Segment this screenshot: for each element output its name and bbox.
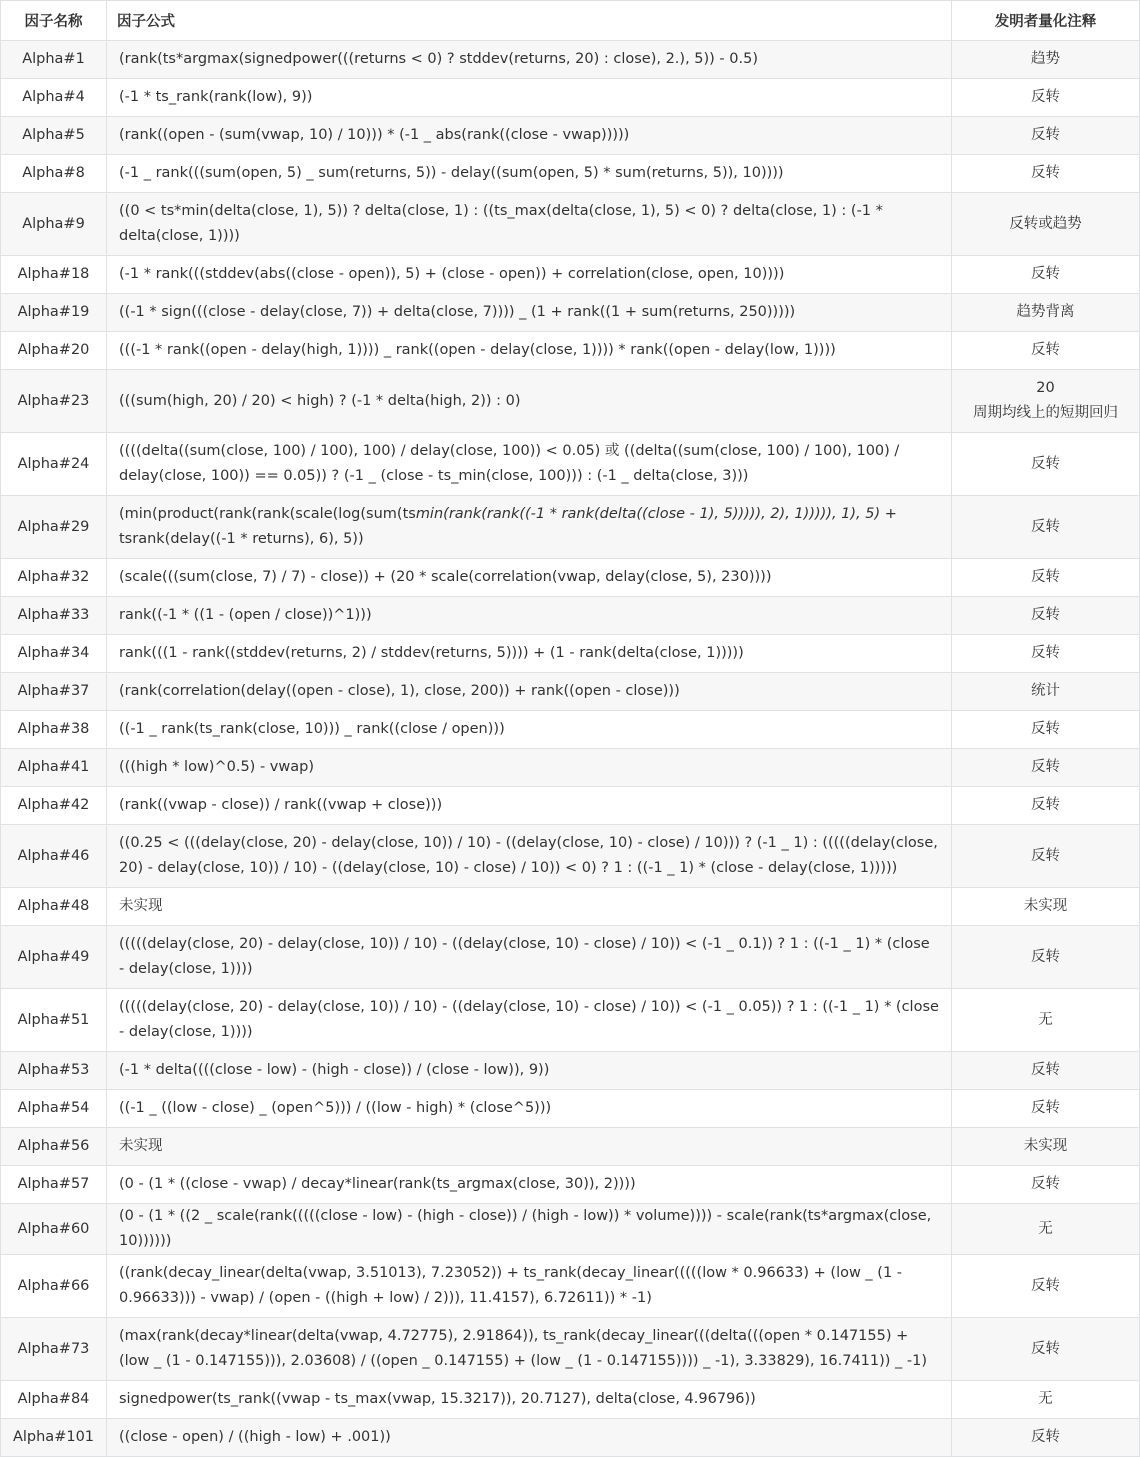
table-row — [1, 989, 1140, 1052]
factor-name-cell: Alpha#34 — [1, 635, 107, 673]
quant-note-cell: 统计 — [952, 673, 1140, 711]
factor-formula-cell: (rank((open - (sum(vwap, 10) / 10))) * (-1 _ abs(rank((close - vwap))))) — [107, 117, 952, 155]
formula-segment: ts — [119, 531, 133, 547]
table-row — [1, 370, 1140, 433]
quant-note-cell: 反转 — [952, 1419, 1140, 1457]
table-row — [1, 1204, 1140, 1255]
table-row — [1, 1255, 1140, 1318]
quant-note-cell: 反转 — [952, 1052, 1140, 1090]
quant-note-cell: 无 — [952, 1204, 1140, 1255]
factor-formula-cell: 未实现 — [107, 888, 952, 926]
factor-name-cell: Alpha#8 — [1, 155, 107, 193]
factor-formula-cell: (scale(((sum(close, 7) / 7) - close)) + (20 * scale(correlation(vwap, delay(close, 5), 230)))) — [107, 559, 952, 597]
factor-formula-cell: (-1 * delta((((close - low) - (high - close)) / (close - low)), 9)) — [107, 1052, 952, 1090]
factor-name-cell: Alpha#5 — [1, 117, 107, 155]
factor-formula-cell: (((sum(high, 20) / 20) < high) ? (-1 * delta(high, 2)) : 0) — [107, 370, 952, 433]
table-row — [1, 117, 1140, 155]
factor-formula-cell: (-1 * ts_rank(rank(low), 9)) — [107, 79, 952, 117]
quant-note-cell: 反转或趋势 — [952, 193, 1140, 256]
table-row — [1, 559, 1140, 597]
factor-name-cell: Alpha#54 — [1, 1090, 107, 1128]
factor-formula-cell: (((((delay(close, 20) - delay(close, 10)) / 10) - ((delay(close, 10) - close) / 10)) < (-1 _ 0.1)) ? 1 : ((-1 _ 1) * (close - delay(close, 1)))) — [107, 926, 952, 989]
table-row — [1, 635, 1140, 673]
table-row — [1, 155, 1140, 193]
factor-formula-cell: ((((delta((sum(close, 100) / 100), 100) / delay(close, 100)) < 0.05) 或 ((delta((sum(close, 100) / 100), 100) / delay(close, 100)) == 0.05)) ? (-1 _ (close - ts_min(close, 100))) : (-1 _ delta(close, 3))) — [107, 433, 952, 496]
factor-formula-cell: signedpower(ts_rank((vwap - ts_max(vwap, 15.3217)), 20.7127), delta(close, 4.96796)) — [107, 1381, 952, 1419]
factor-name-cell: Alpha#33 — [1, 597, 107, 635]
quant-note-cell: 反转 — [952, 332, 1140, 370]
factor-name-cell: Alpha#38 — [1, 711, 107, 749]
table-row — [1, 79, 1140, 117]
factor-formula-cell: ((-1 _ rank(ts_rank(close, 10))) _ rank((close / open))) — [107, 711, 952, 749]
table-body — [1, 41, 1140, 1457]
factor-name-cell: Alpha#101 — [1, 1419, 107, 1457]
table-row — [1, 749, 1140, 787]
factor-name-cell: Alpha#4 — [1, 79, 107, 117]
table-row — [1, 711, 1140, 749]
factor-name-cell: Alpha#1 — [1, 41, 107, 79]
formula-segment: min(rank(rank((-1 * rank(delta((close - 1), 5))))), 2), 1))))), 1), 5) + — [415, 506, 897, 522]
header-factor-name: 因子名称 — [1, 1, 107, 41]
quant-note-cell: 反转 — [952, 825, 1140, 888]
factor-formula-cell — [107, 496, 952, 559]
factor-name-cell: Alpha#20 — [1, 332, 107, 370]
table-row — [1, 888, 1140, 926]
table-row — [1, 825, 1140, 888]
note-line: 周期均线上的短期回归 — [973, 405, 1118, 421]
table-row — [1, 1128, 1140, 1166]
factor-name-cell: Alpha#23 — [1, 370, 107, 433]
factor-name-cell: Alpha#18 — [1, 256, 107, 294]
quant-note-cell: 未实现 — [952, 888, 1140, 926]
factor-name-cell: Alpha#73 — [1, 1318, 107, 1381]
factor-formula-cell: rank((-1 * ((1 - (open / close))^1))) — [107, 597, 952, 635]
quant-note-cell: 反转 — [952, 155, 1140, 193]
factor-name-cell: Alpha#9 — [1, 193, 107, 256]
factor-formula-cell: (((high * low)^0.5) - vwap) — [107, 749, 952, 787]
table-row — [1, 1052, 1140, 1090]
factor-formula-cell: rank(((1 - rank((stddev(returns, 2) / stddev(returns, 5)))) + (1 - rank(delta(close, 1))))) — [107, 635, 952, 673]
quant-note-cell: 反转 — [952, 597, 1140, 635]
table-row — [1, 926, 1140, 989]
factor-formula-cell: ((0 < ts*min(delta(close, 1), 5)) ? delta(close, 1) : ((ts_max(delta(close, 1), 5) < 0) ? delta(close, 1) : (-1 * delta(close, 1)))) — [107, 193, 952, 256]
factor-formula-cell: ((close - open) / ((high - low) + .001)) — [107, 1419, 952, 1457]
quant-note-cell: 趋势背离 — [952, 294, 1140, 332]
factor-formula-cell: (((-1 * rank((open - delay(high, 1)))) _ rank((open - delay(close, 1)))) * rank((open - delay(low, 1)))) — [107, 332, 952, 370]
factor-name-cell: Alpha#53 — [1, 1052, 107, 1090]
quant-note-cell: 反转 — [952, 117, 1140, 155]
quant-note-cell: 无 — [952, 989, 1140, 1052]
factor-formula-cell: ((rank(decay_linear(delta(vwap, 3.51013), 7.23052)) + ts_rank(decay_linear(((((low * 0.96633) + (low _ (1 - 0.96633))) - vwap) / (open - ((high + low) / 2))), 11.4157), 6.72611)) * -1) — [107, 1255, 952, 1318]
quant-note-cell: 无 — [952, 1381, 1140, 1419]
quant-note-cell: 反转 — [952, 1318, 1140, 1381]
quant-note-cell: 反转 — [952, 433, 1140, 496]
factor-name-cell: Alpha#29 — [1, 496, 107, 559]
quant-note-cell: 反转 — [952, 635, 1140, 673]
quant-note-cell: 反转 — [952, 1255, 1140, 1318]
table-row — [1, 41, 1140, 79]
table-row — [1, 193, 1140, 256]
factor-name-cell: Alpha#66 — [1, 1255, 107, 1318]
table-row — [1, 332, 1140, 370]
quant-note-cell: 趋势 — [952, 41, 1140, 79]
factor-formula-cell: ((-1 * sign(((close - delay(close, 7)) + delta(close, 7)))) _ (1 + rank((1 + sum(returns, 250))))) — [107, 294, 952, 332]
factor-name-cell: Alpha#56 — [1, 1128, 107, 1166]
factor-name-cell: Alpha#46 — [1, 825, 107, 888]
table-row — [1, 256, 1140, 294]
table-row — [1, 1419, 1140, 1457]
factor-formula-cell: (rank(ts*argmax(signedpower(((returns < 0) ? stddev(returns, 20) : close), 2.), 5)) - 0.5) — [107, 41, 952, 79]
quant-note-cell: 反转 — [952, 559, 1140, 597]
factor-formula-cell: (-1 _ rank(((sum(open, 5) _ sum(returns, 5)) - delay((sum(open, 5) * sum(returns, 5)), 10)))) — [107, 155, 952, 193]
header-factor-formula: 因子公式 — [107, 1, 952, 41]
quant-note-cell: 反转 — [952, 787, 1140, 825]
table-row — [1, 1090, 1140, 1128]
table-row — [1, 673, 1140, 711]
factor-formula-cell: (0 - (1 * ((close - vwap) / decay*linear(rank(ts_argmax(close, 30)), 2)))) — [107, 1166, 952, 1204]
factor-name-cell: Alpha#48 — [1, 888, 107, 926]
factor-name-cell: Alpha#57 — [1, 1166, 107, 1204]
quant-note-cell: 反转 — [952, 1166, 1140, 1204]
factor-name-cell: Alpha#42 — [1, 787, 107, 825]
factor-name-cell: Alpha#37 — [1, 673, 107, 711]
table-row — [1, 1166, 1140, 1204]
factor-formula-cell: (((((delay(close, 20) - delay(close, 10)) / 10) - ((delay(close, 10) - close) / 10)) < (-1 _ 0.05)) ? 1 : ((-1 _ 1) * (close - delay(close, 1)))) — [107, 989, 952, 1052]
header-quant-note: 发明者量化注释 — [952, 1, 1140, 41]
table-row — [1, 294, 1140, 332]
factor-name-cell: Alpha#32 — [1, 559, 107, 597]
factor-name-cell: Alpha#60 — [1, 1204, 107, 1255]
header-row — [1, 1, 1140, 41]
table-row — [1, 597, 1140, 635]
factor-name-cell: Alpha#19 — [1, 294, 107, 332]
table-row — [1, 1381, 1140, 1419]
factor-formula-cell: (0 - (1 * ((2 _ scale(rank(((((close - low) - (high - close)) / (high - low)) * volume)))) - scale(rank(ts*argmax(close, 10)))))) — [107, 1204, 952, 1255]
quant-note-cell: 反转 — [952, 1090, 1140, 1128]
note-line: 20 — [1036, 380, 1055, 396]
table-row — [1, 787, 1140, 825]
factor-name-cell: Alpha#24 — [1, 433, 107, 496]
quant-note-cell: 反转 — [952, 926, 1140, 989]
factor-formula-cell: ((0.25 < (((delay(close, 20) - delay(close, 10)) / 10) - ((delay(close, 10) - close) / 10))) ? (-1 _ 1) : (((((delay(close, 20) - delay(close, 10)) / 10) - ((delay(close, 10) - close) / 10)) < 0) ? 1 : ((-1 _ 1) * (close - delay(close, 1))))) — [107, 825, 952, 888]
factor-formula-cell: (-1 * rank(((stddev(abs((close - open)), 5) + (close - open)) + correlation(close, open, 10)))) — [107, 256, 952, 294]
factor-formula-cell: (max(rank(decay*linear(delta(vwap, 4.72775), 2.91864)), ts_rank(decay_linear(((delta(((open * 0.147155) + (low _ (1 - 0.147155))), 2.03608) / ((open _ 0.147155) + (low _ (1 - 0.147155)))) _ -1), 3.33829), 16.7411)) _ -1) — [107, 1318, 952, 1381]
factor-name-cell: Alpha#84 — [1, 1381, 107, 1419]
quant-note-cell: 反转 — [952, 256, 1140, 294]
table-row — [1, 496, 1140, 559]
factor-name-cell: Alpha#49 — [1, 926, 107, 989]
factor-formula-cell: (rank(correlation(delay((open - close), 1), close, 200)) + rank((open - close))) — [107, 673, 952, 711]
table-header — [1, 1, 1140, 41]
quant-note-cell: 反转 — [952, 711, 1140, 749]
factor-name-cell: Alpha#51 — [1, 989, 107, 1052]
factor-formula-cell: (rank((vwap - close)) / rank((vwap + close))) — [107, 787, 952, 825]
quant-note-cell: 反转 — [952, 749, 1140, 787]
factor-formula-cell: 未实现 — [107, 1128, 952, 1166]
formula-segment: (min(product(rank(rank(scale(log(sum(ts — [119, 506, 416, 522]
factor-formula-cell: ((-1 _ ((low - close) _ (open^5))) / ((low - high) * (close^5))) — [107, 1090, 952, 1128]
quant-note-cell: 未实现 — [952, 1128, 1140, 1166]
formula-segment: rank(delay((-1 * returns), 6), 5)) — [132, 531, 364, 547]
table-row — [1, 1318, 1140, 1381]
quant-note-cell — [952, 370, 1140, 433]
factor-name-cell: Alpha#41 — [1, 749, 107, 787]
quant-note-cell: 反转 — [952, 496, 1140, 559]
quant-note-cell: 反转 — [952, 79, 1140, 117]
table-row — [1, 433, 1140, 496]
